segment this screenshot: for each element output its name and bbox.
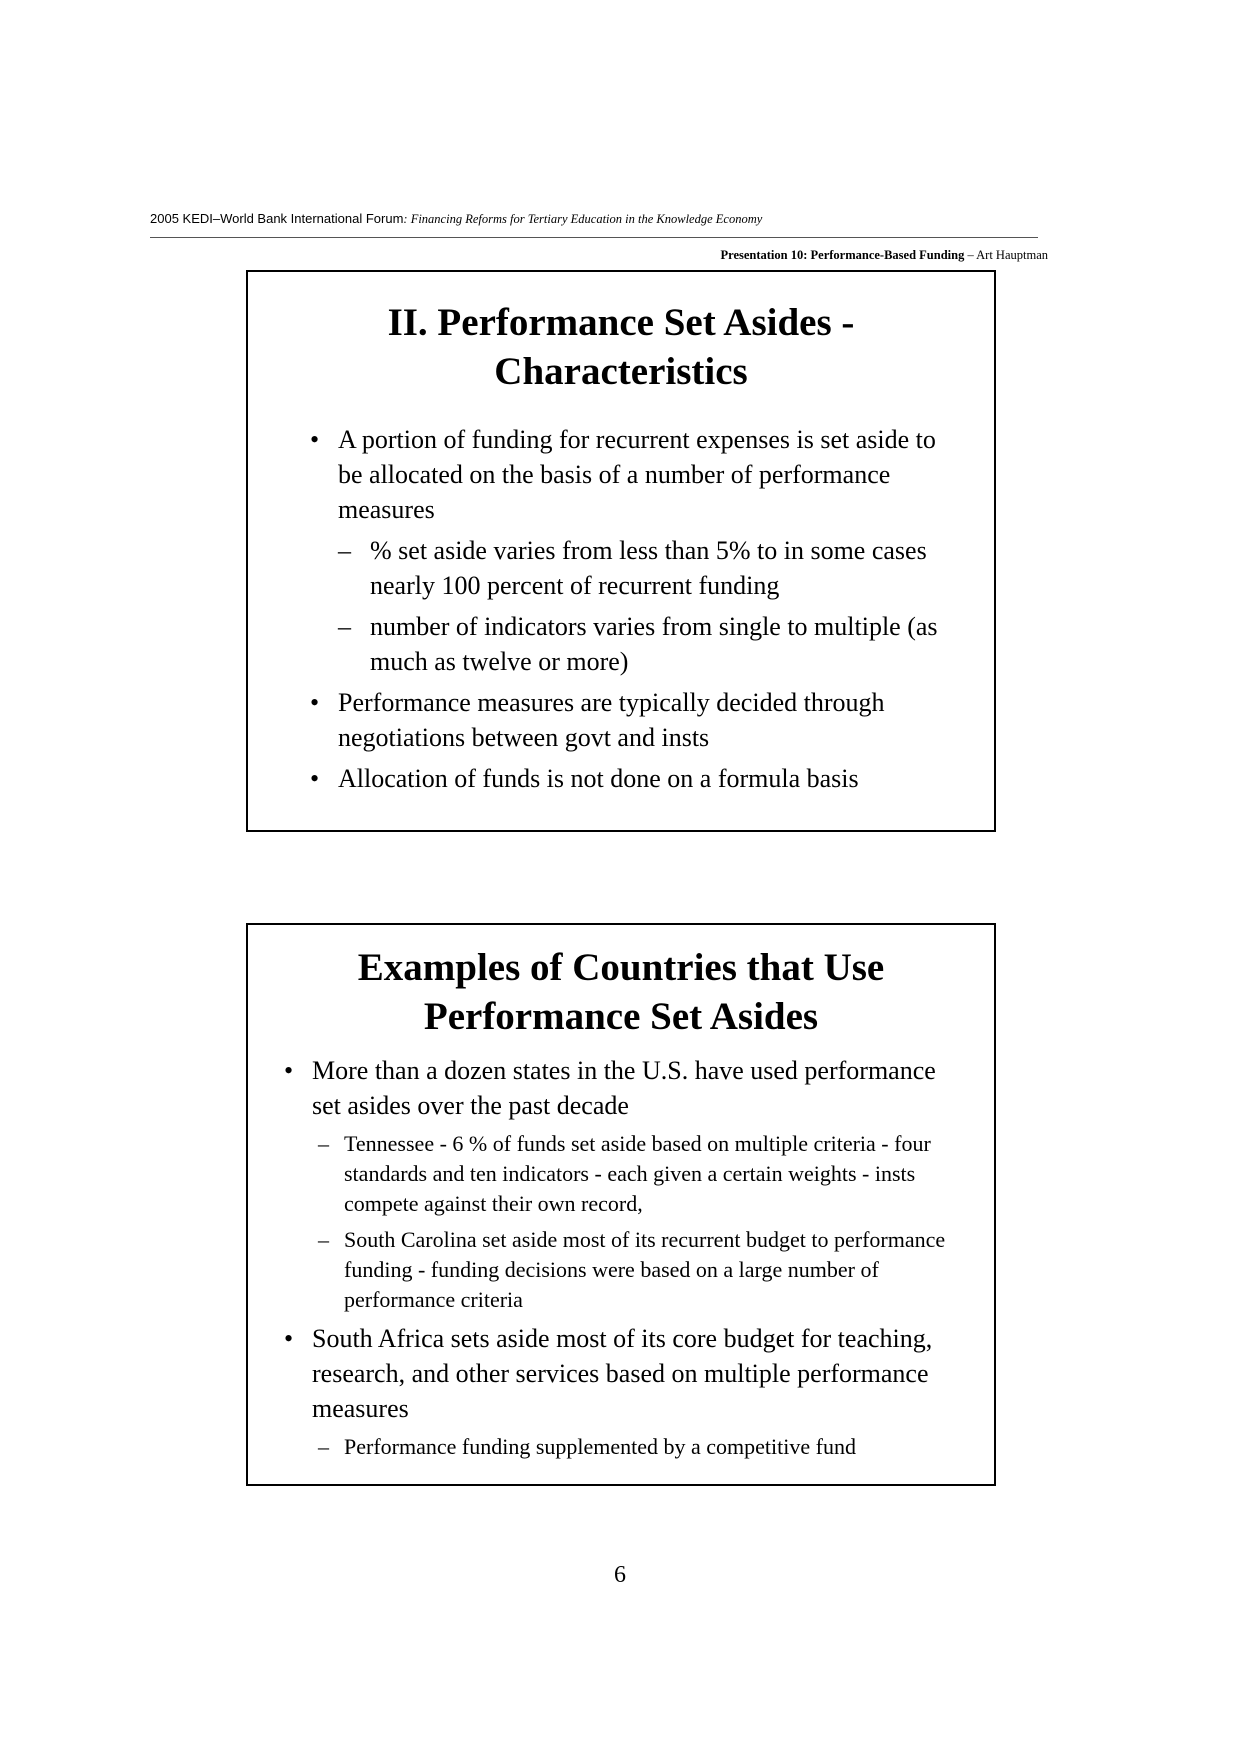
bullet-text: Performance measures are typically decided through negotiations between govt and insts (338, 688, 885, 752)
presentation-author: – Art Hauptman (964, 248, 1048, 262)
slide-title-line-1: Examples of Countries that Use (357, 946, 885, 989)
dash-marker: – (318, 1434, 329, 1459)
presentation-header (720, 248, 1048, 263)
bullet-item (284, 1321, 954, 1462)
slide-examples-of-countries (246, 923, 996, 1486)
sub-bullet-item (318, 1432, 954, 1462)
slide-title-line-1: II. Performance Set Asides - (387, 301, 855, 344)
sub-bullet-item (318, 1225, 954, 1315)
bullet-text: South Africa sets aside most of its core budget for teaching, research, and other services based on multiple performance measures (312, 1324, 933, 1423)
bullet-text: More than a dozen states in the U.S. have used performance set asides over the past decade (312, 1056, 936, 1120)
bullet-marker: • (284, 1324, 294, 1353)
bullet-marker: • (284, 1056, 294, 1085)
dash-marker: – (338, 536, 351, 565)
sub-bullet-list (338, 533, 954, 679)
slide-title-line-2: Performance Set Asides (423, 995, 819, 1038)
header-rule (150, 237, 1038, 238)
sub-bullet-list (312, 1129, 954, 1315)
sub-bullet-item (338, 533, 954, 603)
sub-bullet-list (312, 1432, 954, 1462)
dash-marker: – (318, 1227, 329, 1252)
presentation-title: Presentation 10: Performance-Based Funding (720, 248, 965, 262)
running-header (150, 211, 762, 227)
sub-bullet-text: South Carolina set aside most of its recurrent budget to performance funding - funding decisions were based on a large number of performance criteria (344, 1227, 946, 1312)
bullet-item (310, 685, 954, 755)
bullet-item (284, 1053, 954, 1315)
bullet-item (310, 422, 954, 679)
bullet-marker: • (310, 688, 320, 717)
slide-title-line-2: Characteristics (494, 350, 748, 393)
forum-subtitle: : Financing Reforms for Tertiary Education in the Knowledge Economy (403, 212, 763, 226)
bullet-item (310, 761, 954, 796)
forum-name: 2005 KEDI–World Bank International Forum (150, 211, 404, 226)
bullet-marker: • (310, 425, 320, 454)
sub-bullet-text: Performance funding supplemented by a competitive fund (344, 1434, 856, 1459)
sub-bullet-text: % set aside varies from less than 5% to in some cases nearly 100 percent of recurrent funding (370, 536, 927, 600)
bullet-list (248, 422, 994, 796)
slide-performance-set-asides (246, 270, 996, 832)
sub-bullet-item (338, 609, 954, 679)
bullet-text: Allocation of funds is not done on a formula basis (338, 764, 859, 793)
sub-bullet-item (318, 1129, 954, 1219)
sub-bullet-text: Tennessee - 6 % of funds set aside based on multiple criteria - four standards and ten indicators - each given a certain weights - insts compete against their own record, (344, 1131, 931, 1216)
page-number: 6 (614, 1562, 626, 1588)
dash-marker: – (318, 1131, 329, 1156)
sub-bullet-text: number of indicators varies from single to multiple (as much as twelve or more) (370, 612, 938, 676)
bullet-list (248, 1053, 994, 1462)
bullet-text: A portion of funding for recurrent expenses is set aside to be allocated on the basis of a number of performance measures (338, 425, 936, 524)
slide-title (248, 943, 994, 1041)
slide-title (248, 298, 994, 396)
bullet-marker: • (310, 764, 320, 793)
dash-marker: – (338, 612, 351, 641)
